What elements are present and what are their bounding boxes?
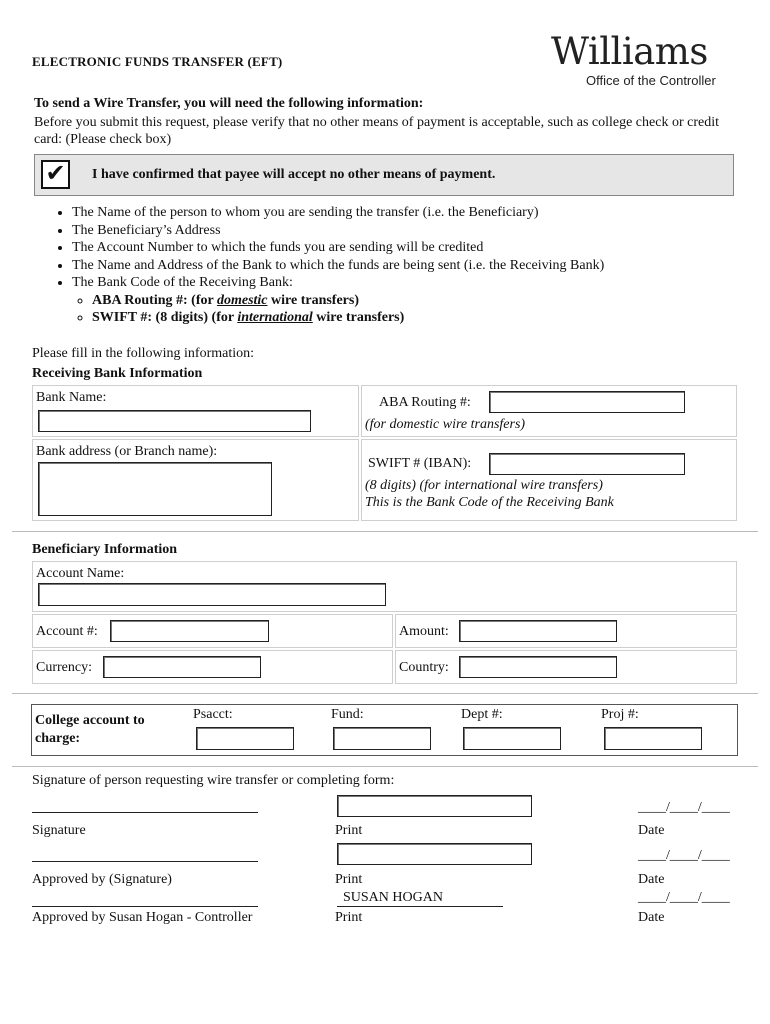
logo-subtitle: Office of the Controller (586, 73, 716, 88)
swift-cell (361, 439, 737, 521)
confirmation-box (34, 154, 734, 196)
account-name-label: Account Name: (36, 566, 125, 581)
signature-heading: Signature of person requesting wire transfer or completing form: (32, 773, 395, 788)
bank-address-input[interactable] (38, 462, 272, 516)
fund-input[interactable] (333, 727, 431, 750)
aba-routing-input[interactable] (489, 391, 685, 413)
requester-signature-line[interactable] (32, 812, 258, 813)
confirm-text: I have confirmed that payee will accept no other means of payment. (92, 167, 496, 182)
approver-signature-line[interactable] (32, 861, 258, 862)
print-label: Print (335, 823, 363, 838)
controller-date-field[interactable]: ____/____/____ (638, 890, 730, 905)
receiving-bank-heading: Receiving Bank Information (32, 366, 203, 381)
aba-emphasis: domestic (216, 292, 268, 308)
approver-print-input[interactable] (337, 843, 532, 865)
list-item: • The Name of the person to whom you are sending the transfer (i.e. the Beneficiary) (72, 204, 604, 222)
controller-approval-label: Approved by Susan Hogan - Controller (32, 910, 253, 925)
bank-name-cell (32, 385, 359, 437)
account-number-label: Account #: (36, 624, 98, 639)
country-cell (395, 650, 737, 684)
controller-print-name: SUSAN HOGAN (337, 890, 503, 907)
swift-item (92, 309, 604, 327)
date-label: Date (638, 910, 665, 925)
aba-routing-note: (for domestic wire transfers) (365, 417, 526, 432)
signature-label: Signature (32, 823, 86, 838)
controller-signature-line[interactable] (32, 906, 258, 907)
college-account-label: College account to charge: (35, 713, 145, 746)
list-item: • The Account Number to which the funds you are sending will be credited (72, 239, 604, 257)
aba-routing-item (92, 292, 604, 310)
swift-note-digits: (8 digits) (for international wire transfers) (365, 478, 603, 493)
proj-label: Proj #: (601, 707, 639, 722)
psacct-label: Psacct: (193, 707, 233, 722)
list-item (72, 274, 604, 327)
intro-heading: To send a Wire Transfer, you will need the following information: (34, 96, 424, 111)
bank-name-label: Bank Name: (36, 390, 107, 405)
intro-text: Before you submit this request, please verify that no other means of payment is acceptable, such as college check or credit card: (Please check box) (34, 115, 719, 147)
section-divider (12, 766, 758, 767)
print-label: Print (335, 872, 363, 887)
college-account-box (31, 704, 738, 756)
amount-cell (395, 614, 737, 648)
requirements-list (48, 204, 604, 327)
beneficiary-heading: Beneficiary Information (32, 542, 178, 557)
requester-date-field[interactable]: ____/____/____ (638, 800, 730, 815)
aba-prefix: ABA Routing #: (for (92, 292, 217, 308)
aba-routing-cell (361, 385, 737, 437)
fund-label: Fund: (331, 707, 364, 722)
account-name-input[interactable] (38, 583, 386, 606)
account-name-cell (32, 561, 737, 612)
country-label: Country: (399, 660, 449, 675)
psacct-input[interactable] (196, 727, 294, 750)
list-item-text: The Bank Code of the Receiving Bank: (72, 275, 293, 290)
swift-input[interactable] (489, 453, 685, 475)
print-label: Print (335, 910, 363, 925)
dept-input[interactable] (463, 727, 561, 750)
amount-input[interactable] (459, 620, 617, 642)
country-input[interactable] (459, 656, 617, 678)
section-divider (12, 531, 758, 532)
date-label: Date (638, 823, 665, 838)
confirm-checkbox[interactable]: ✔ (41, 160, 70, 189)
proj-input[interactable] (604, 727, 702, 750)
list-item: • The Beneficiary’s Address (72, 222, 604, 240)
list-item: • The Name and Address of the Bank to which the funds are being sent (i.e. the Receiving Bank) (72, 257, 604, 275)
aba-routing-label: ABA Routing #: (379, 395, 471, 410)
bank-code-sublist (72, 292, 604, 327)
bank-name-input[interactable] (38, 410, 311, 432)
swift-emphasis: international (237, 310, 313, 325)
currency-input[interactable] (103, 656, 261, 678)
amount-label: Amount: (399, 624, 449, 639)
account-number-cell (32, 614, 393, 648)
dept-label: Dept #: (461, 707, 503, 722)
swift-label: SWIFT # (IBAN): (368, 456, 472, 471)
requester-print-input[interactable] (337, 795, 532, 817)
fill-in-label: Please fill in the following information: (32, 346, 255, 361)
williams-logo: Williams (551, 30, 708, 73)
date-label: Date (638, 872, 665, 887)
swift-note-bank-code: This is the Bank Code of the Receiving Bank (365, 495, 614, 510)
account-number-input[interactable] (110, 620, 269, 642)
bank-address-cell (32, 439, 359, 521)
swift-prefix: SWIFT #: (8 digits) (for (92, 310, 238, 325)
form-title: ELECTRONIC FUNDS TRANSFER (EFT) (32, 54, 283, 69)
approver-date-field[interactable]: ____/____/____ (638, 848, 730, 863)
currency-label: Currency: (36, 660, 92, 675)
section-divider (12, 693, 758, 694)
aba-suffix: wire transfers) (267, 292, 360, 308)
currency-cell (32, 650, 393, 684)
swift-suffix: wire transfers) (312, 310, 405, 325)
approved-by-label: Approved by (Signature) (32, 872, 172, 887)
bank-address-label: Bank address (or Branch name): (36, 444, 218, 459)
